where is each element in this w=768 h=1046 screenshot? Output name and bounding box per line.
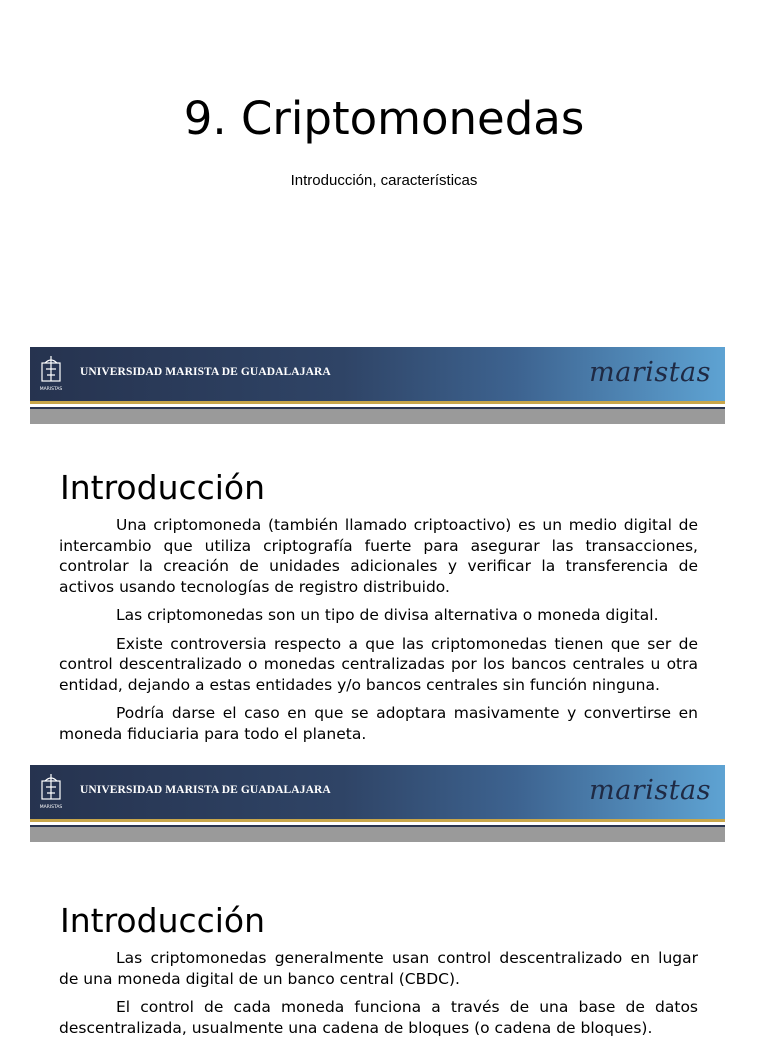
crest-icon [38,771,64,811]
page-title: 9. Criptomonedas [183,92,585,145]
university-banner [30,765,725,842]
title-slide [0,0,768,340]
section-heading: Introducción [60,468,266,507]
slide-body [59,515,698,752]
paragraph: Existe controversia respecto a que las criptomonedas tienen que ser de control descentralizado o monedas centralizadas por los bancos centrales u otra entidad, dejando a estas entidades y/o bancos centrales sin función ninguna. [59,634,698,694]
slide-body [59,948,698,1046]
paragraph: Podría darse el caso en que se adoptara masivamente y convertirse en moneda fiduciaria para todo el planeta. [59,704,698,743]
brand-logo: maristas [589,775,711,806]
crest-caption: MARISTAS [39,387,63,392]
section-heading: Introducción [60,901,266,940]
banner-gray-bar [30,409,725,424]
banner-gray-bar [30,827,725,842]
page-subtitle: Introducción, características [290,172,478,189]
university-banner [30,347,725,424]
paragraph: Una criptomoneda (también llamado criptoactivo) es un medio digital de intercambio que utiliza criptografía fuerte para asegurar las transacciones, controlar la creación de unidades adicionales y verificar la transferencia de activos usando tecnologías de registro distribuido. [59,516,698,596]
university-name: UNIVERSIDAD MARISTA DE GUADALAJARA [80,784,331,796]
paragraph: Las criptomonedas generalmente usan control descentralizado en lugar de una moneda digital de un banco central (CBDC). [59,949,698,988]
crest-icon [38,353,64,393]
paragraph: Las criptomonedas son un tipo de divisa alternativa o moneda digital. [116,606,659,624]
paragraph: El control de cada moneda funciona a través de una base de datos descentralizada, usualmente una cadena de bloques (o cadena de bloques). [59,998,698,1037]
crest-caption: MARISTAS [39,805,63,810]
university-name: UNIVERSIDAD MARISTA DE GUADALAJARA [80,366,331,378]
brand-logo: maristas [589,357,711,388]
